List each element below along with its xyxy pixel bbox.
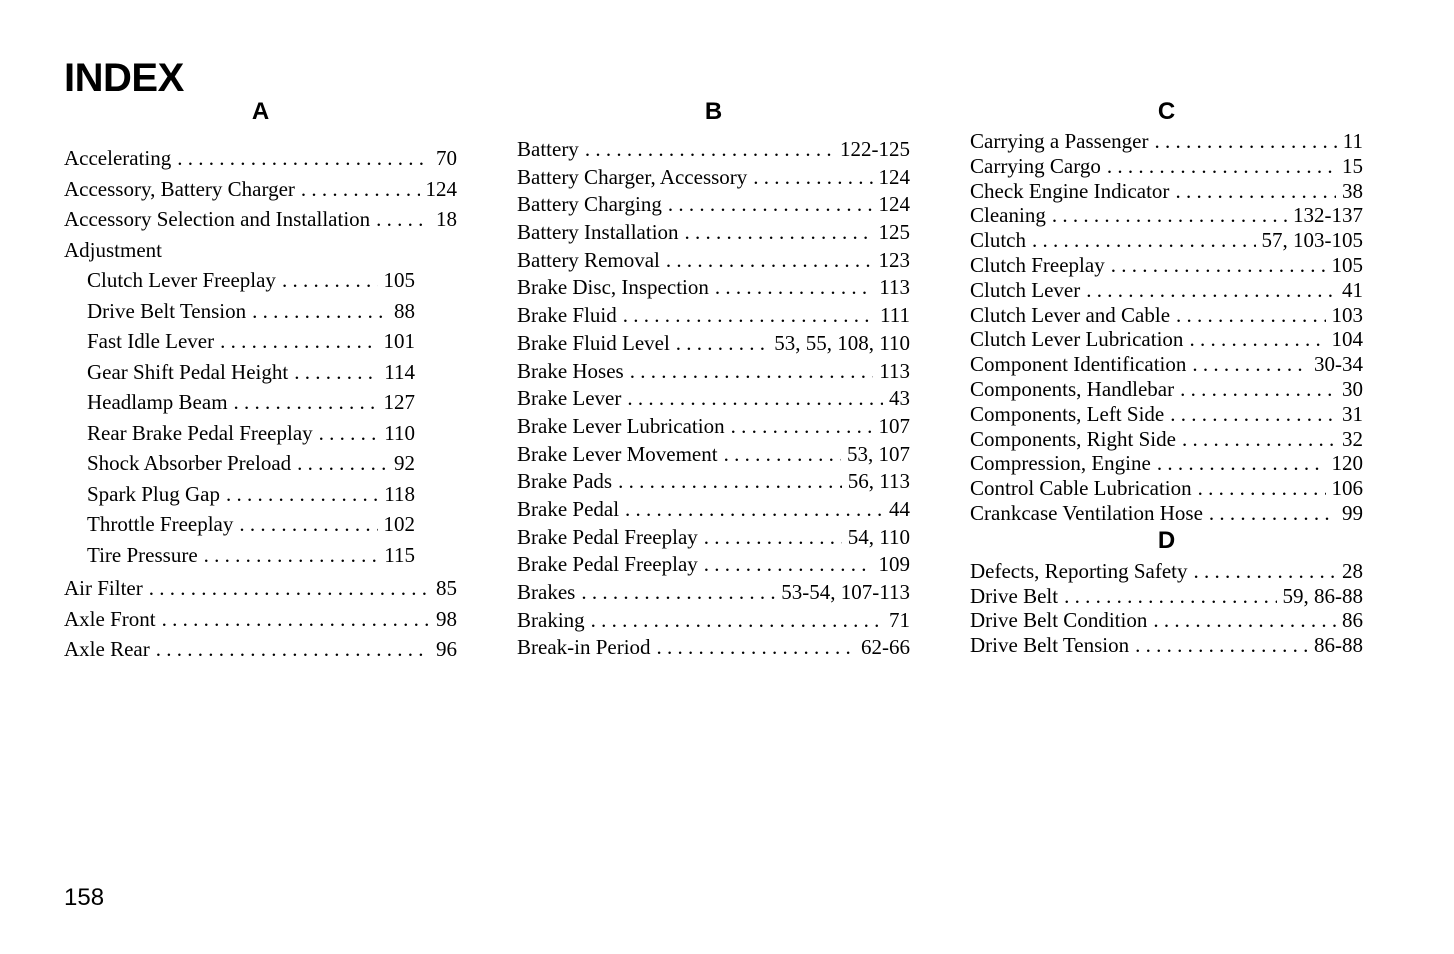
entry-label: Brake Pedal (517, 496, 620, 521)
dot-leader (1111, 253, 1326, 278)
index-entry (970, 352, 1363, 377)
index-entry (517, 220, 910, 248)
index-column-b (517, 98, 910, 663)
index-entry (64, 390, 415, 421)
entry-label: Braking (517, 607, 585, 632)
index-entry (517, 552, 910, 580)
entry-page-ref: 53, 55, 108, 110 (774, 330, 910, 355)
entry-label: Gear Shift Pedal Height (87, 359, 289, 384)
dot-leader (623, 303, 874, 328)
entry-label: Headlamp Beam (87, 390, 228, 414)
index-entry (517, 525, 910, 553)
section-letter-c: C (1157, 98, 1176, 125)
entry-label: Battery Charger, Accessory (517, 164, 748, 189)
entry-label: Components, Right Side (970, 426, 1176, 451)
index-entry (970, 278, 1363, 303)
entry-page-ref: 28 (1342, 558, 1363, 583)
entry-page-ref: 124 (878, 164, 910, 189)
entry-label: Clutch Lever Freeplay (87, 268, 276, 292)
index-entry (64, 360, 415, 391)
entry-label: Clutch Lever Lubrication (970, 327, 1184, 352)
index-column-a (64, 98, 457, 668)
dot-leader (666, 248, 873, 273)
index-entry (517, 165, 910, 193)
index-entry (970, 377, 1363, 402)
index-entry (64, 329, 415, 360)
dot-leader (226, 482, 378, 507)
entry-label: Compression, Engine (970, 451, 1151, 476)
entry-label: Carrying a Passenger (970, 129, 1149, 153)
index-entry (64, 299, 415, 330)
dot-leader (220, 329, 377, 354)
entry-label: Drive Belt Condition (970, 608, 1148, 633)
entry-label: Accessory, Battery Charger (64, 176, 295, 201)
dot-leader (731, 414, 873, 439)
dot-leader (630, 359, 874, 384)
dot-leader (627, 386, 883, 411)
entry-page-ref: 41 (1342, 277, 1363, 302)
index-list-d (970, 559, 1363, 658)
entry-page-ref: 102 (383, 512, 415, 536)
dot-leader (1189, 327, 1325, 352)
index-entry (517, 248, 910, 276)
dot-leader (668, 192, 873, 217)
dot-leader (156, 637, 430, 662)
index-sublist-adjustment (64, 268, 457, 573)
index-entry (64, 576, 457, 607)
entry-label: Battery (517, 137, 579, 161)
index-entry (64, 421, 415, 452)
entry-label: Brake Hoses (517, 358, 624, 383)
dot-leader (676, 331, 768, 356)
index-entry (517, 192, 910, 220)
entry-page-ref: 124 (425, 176, 457, 201)
dot-leader (376, 207, 430, 232)
entry-label: Drive Belt Tension (87, 298, 247, 323)
entry-page-ref: 113 (879, 275, 910, 300)
index-entry (970, 154, 1363, 179)
index-entry (970, 633, 1363, 658)
dot-leader (585, 137, 834, 162)
dot-leader (1157, 451, 1326, 476)
entry-page-ref: 111 (880, 303, 910, 328)
index-entry (970, 303, 1363, 328)
index-entry (970, 501, 1363, 526)
entry-page-ref: 127 (383, 390, 415, 414)
index-entry (517, 331, 910, 359)
entry-page-ref: 86-88 (1314, 633, 1363, 658)
index-entry (970, 451, 1363, 476)
entry-label: Components, Left Side (970, 401, 1165, 426)
dot-leader (1176, 303, 1325, 328)
entry-label: Clutch Freeplay (970, 252, 1105, 277)
entry-label: Accelerating (64, 146, 172, 170)
entry-label: Clutch Lever and Cable (970, 302, 1171, 327)
dot-leader (724, 442, 841, 467)
index-entry (517, 414, 910, 442)
index-entry (64, 207, 457, 238)
dot-leader (1209, 501, 1336, 526)
entry-page-ref: 114 (384, 359, 415, 384)
dot-leader (162, 607, 430, 632)
dot-leader (252, 299, 388, 324)
section-letter-b: B (704, 98, 723, 125)
entry-label: Drive Belt Tension (970, 633, 1130, 658)
index-entry (970, 476, 1363, 501)
entry-label: Brake Pads (517, 469, 613, 494)
dot-leader (1182, 427, 1336, 452)
entry-label: Axle Rear (64, 637, 150, 661)
dot-leader (625, 497, 883, 522)
index-entry (517, 497, 910, 525)
entry-page-ref: 31 (1342, 401, 1363, 426)
dot-leader (301, 177, 420, 202)
entry-label: Air Filter (64, 576, 143, 600)
entry-page-ref: 98 (436, 606, 457, 631)
index-entry (517, 359, 910, 387)
entry-label: Tire Pressure (87, 542, 198, 567)
entry-label: Battery Charging (517, 192, 662, 217)
entry-page-ref: 115 (384, 542, 415, 567)
dot-leader (1153, 608, 1336, 633)
dot-leader (282, 268, 378, 293)
entry-page-ref: 44 (889, 496, 910, 521)
dot-leader (1135, 633, 1308, 658)
entry-page-ref: 122-125 (840, 137, 910, 161)
dot-leader (1170, 402, 1336, 427)
section-letter-d: D (1157, 526, 1176, 554)
entry-label: Check Engine Indicator (970, 178, 1170, 203)
group-heading-adjustment: Adjustment (64, 237, 162, 262)
entry-label: Battery Removal (517, 247, 660, 272)
dot-leader (685, 220, 873, 245)
index-entry (970, 129, 1363, 154)
entry-page-ref: 125 (878, 220, 910, 245)
entry-page-ref: 109 (878, 552, 910, 577)
index-entry (64, 637, 457, 668)
dot-leader (1154, 129, 1336, 154)
dot-leader (149, 576, 430, 601)
entry-page-ref: 53, 107 (847, 441, 910, 466)
dot-leader (1086, 278, 1336, 303)
entry-page-ref: 32 (1342, 426, 1363, 451)
entry-label: Control Cable Lubrication (970, 476, 1192, 501)
entry-label: Brake Fluid Level (517, 330, 670, 355)
page-number: 158 (64, 884, 105, 911)
dot-leader (704, 525, 842, 550)
index-entry (64, 512, 415, 543)
index-entry (517, 635, 910, 663)
index-entry (64, 482, 415, 513)
dot-leader (1107, 154, 1336, 179)
entry-page-ref: 96 (436, 637, 457, 661)
index-entry (517, 580, 910, 608)
index-entry (517, 137, 910, 165)
index-entry (970, 228, 1363, 253)
dot-leader (239, 512, 377, 537)
entry-page-ref: 15 (1342, 153, 1363, 178)
entry-page-ref: 124 (878, 192, 910, 217)
dot-leader (1052, 203, 1287, 228)
entry-page-ref: 105 (1331, 252, 1363, 277)
entry-label: Components, Handlebar (970, 376, 1175, 401)
index-entry (970, 427, 1363, 452)
index-entry (517, 303, 910, 331)
dot-leader (1064, 584, 1276, 609)
entry-page-ref: 104 (1331, 327, 1363, 352)
entry-page-ref: 123 (878, 247, 910, 272)
entry-page-ref: 62-66 (861, 635, 910, 660)
entry-page-ref: 106 (1331, 476, 1363, 501)
index-entry (64, 451, 415, 482)
entry-label: Component Identification (970, 352, 1187, 377)
section-letter-a: A (251, 98, 270, 125)
dot-leader (591, 608, 883, 633)
dot-leader (753, 165, 872, 190)
entry-page-ref: 99 (1342, 500, 1363, 525)
index-entry (517, 442, 910, 470)
entry-label: Shock Absorber Preload (87, 451, 292, 475)
entry-label: Brake Lever Movement (517, 441, 718, 466)
entry-label: Drive Belt (970, 583, 1059, 608)
dot-leader (319, 421, 379, 446)
entry-page-ref: 57, 103-105 (1261, 228, 1363, 253)
entry-page-ref: 103 (1331, 302, 1363, 327)
entry-page-ref: 11 (1342, 129, 1363, 153)
entry-label: Throttle Freeplay (87, 512, 234, 536)
dot-leader (704, 552, 873, 577)
entry-label: Brake Fluid (517, 303, 617, 328)
dot-leader (177, 146, 430, 171)
index-entry (970, 608, 1363, 633)
entry-page-ref: 113 (879, 358, 910, 383)
entry-label: Battery Installation (517, 220, 679, 245)
dot-leader (1180, 377, 1336, 402)
entry-page-ref: 43 (889, 386, 910, 411)
index-entry (970, 203, 1363, 228)
entry-page-ref: 92 (394, 451, 415, 475)
page-title: INDEX (64, 56, 184, 100)
entry-page-ref: 54, 110 (847, 524, 910, 549)
dot-leader (294, 360, 378, 385)
index-list-a-continued (64, 576, 457, 668)
entry-label: Crankcase Ventilation Hose (970, 500, 1203, 525)
index-entry (517, 608, 910, 636)
index-entry (970, 179, 1363, 204)
index-column-c (970, 98, 1363, 658)
entry-label: Cleaning (970, 203, 1046, 228)
index-list-c (970, 129, 1363, 526)
dot-leader (581, 580, 775, 605)
entry-page-ref: 71 (889, 607, 910, 632)
entry-label: Defects, Reporting Safety (970, 558, 1188, 583)
index-entry (517, 469, 910, 497)
entry-page-ref: 118 (384, 481, 415, 506)
entry-label: Brakes (517, 580, 576, 604)
index-list-a (64, 146, 457, 238)
entry-label: Break-in Period (517, 635, 651, 660)
index-entry (64, 268, 415, 299)
entry-page-ref: 107 (878, 413, 910, 438)
dot-leader (1192, 352, 1308, 377)
index-entry (517, 386, 910, 414)
entry-page-ref: 18 (436, 207, 457, 231)
index-entry (970, 402, 1363, 427)
entry-page-ref: 30-34 (1314, 352, 1363, 377)
entry-page-ref: 53-54, 107-113 (781, 580, 910, 604)
entry-label: Clutch Lever (970, 277, 1081, 302)
entry-label: Brake Pedal Freeplay (517, 524, 698, 549)
entry-label: Brake Pedal Freeplay (517, 552, 698, 577)
entry-page-ref: 38 (1342, 178, 1363, 203)
dot-leader (1194, 559, 1336, 584)
entry-label: Brake Disc, Inspection (517, 275, 709, 300)
dot-leader (618, 469, 842, 494)
entry-page-ref: 59, 86-88 (1282, 583, 1363, 608)
dot-leader (234, 390, 378, 415)
index-entry (64, 607, 457, 638)
index-entry (64, 543, 415, 574)
entry-page-ref: 86 (1342, 608, 1363, 633)
entry-page-ref: 110 (384, 420, 415, 445)
entry-label: Carrying Cargo (970, 153, 1101, 178)
entry-label: Accessory Selection and Installation (64, 207, 371, 231)
index-entry (970, 253, 1363, 278)
entry-label: Brake Lever Lubrication (517, 413, 725, 438)
index-entry (970, 584, 1363, 609)
index-entry (517, 275, 910, 303)
entry-label: Clutch (970, 228, 1026, 253)
entry-page-ref: 101 (383, 329, 415, 353)
index-entry (970, 559, 1363, 584)
entry-label: Rear Brake Pedal Freeplay (87, 420, 313, 445)
index-list-b (517, 137, 910, 663)
entry-page-ref: 85 (436, 576, 457, 600)
entry-page-ref: 70 (436, 146, 457, 170)
entry-page-ref: 88 (394, 298, 415, 323)
index-entry (970, 327, 1363, 352)
dot-leader (1175, 179, 1336, 204)
entry-label: Spark Plug Gap (87, 481, 220, 506)
entry-page-ref: 30 (1342, 376, 1363, 401)
entry-page-ref: 105 (383, 268, 415, 292)
dot-leader (1198, 476, 1326, 501)
entry-page-ref: 132-137 (1293, 203, 1363, 228)
dot-leader (297, 451, 388, 476)
index-entry (64, 177, 457, 208)
entry-label: Brake Lever (517, 386, 622, 411)
entry-page-ref: 56, 113 (847, 469, 910, 494)
dot-leader (715, 275, 873, 300)
entry-label: Fast Idle Lever (87, 329, 215, 353)
dot-leader (1032, 228, 1256, 253)
index-entry (64, 146, 457, 177)
dot-leader (657, 635, 855, 660)
entry-label: Axle Front (64, 606, 156, 631)
entry-page-ref: 120 (1331, 451, 1363, 476)
dot-leader (204, 543, 379, 568)
